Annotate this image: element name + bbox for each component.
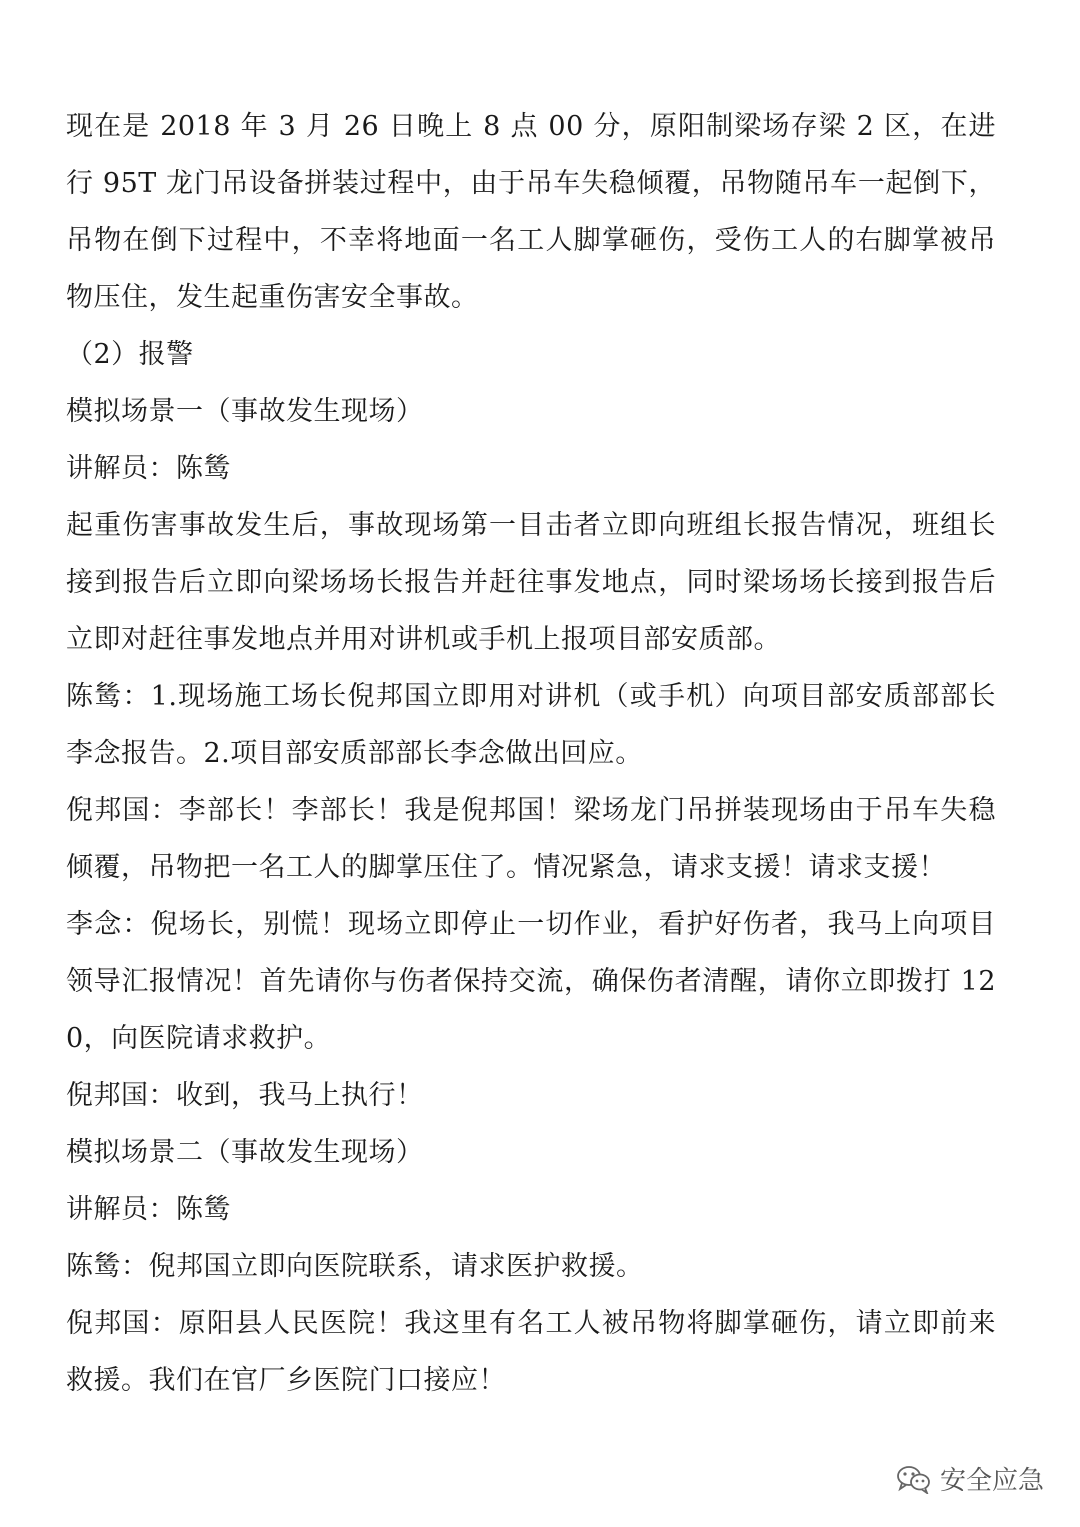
dialogue-ni-bangguo-report: 倪邦国：李部长！李部长！我是倪邦国！梁场龙门吊拼装现场由于吊车失稳倾覆，吊物把一名工人的脚掌压住了。情况紧急，请求支援！请求支援！ xyxy=(66,795,996,883)
document-body xyxy=(66,98,996,1409)
narrator-line: 讲解员：陈鸶 xyxy=(66,453,231,484)
scene-heading-one: 模拟场景一（事故发生现场） xyxy=(66,396,424,427)
section-heading-alarm: （2）报警 xyxy=(66,339,194,370)
wechat-watermark xyxy=(896,1460,1044,1497)
dialogue-ni-bangguo-ack: 倪邦国：收到，我马上执行！ xyxy=(66,1080,424,1111)
dialogue-narrator-steps: 陈鸶：1.现场施工场长倪邦国立即用对讲机（或手机）向项目部安质部部长李念报告。2.项目部安质部部长李念做出回应。 xyxy=(66,681,996,769)
scene-heading-two: 模拟场景二（事故发生现场） xyxy=(66,1137,424,1168)
wechat-icon xyxy=(896,1464,932,1494)
watermark-text: 安全应急 xyxy=(939,1466,1044,1496)
paragraph-scenario-description: 现在是 2018 年 3 月 26 日晚上 8 点 00 分，原阳制梁场存梁 2 区，在进行 95T 龙门吊设备拼装过程中，由于吊车失稳倾覆，吊物随吊车一起倒下，吊物在倒下过程中，不幸将地面一名工人脚掌砸伤，受伤工人的右脚掌被吊物压住，发生起重伤害安全事故。 xyxy=(66,111,996,313)
dialogue-narrator-hospital: 陈鸶：倪邦国立即向医院联系，请求医护救援。 xyxy=(66,1251,644,1282)
narrator-line-two: 讲解员：陈鸶 xyxy=(66,1194,231,1225)
dialogue-ni-bangguo-hospital-call: 倪邦国：原阳县人民医院！我这里有名工人被吊物将脚掌砸伤，请立即前来救援。我们在官厂乡医院门口接应！ xyxy=(66,1308,996,1396)
paragraph-reporting-procedure: 起重伤害事故发生后，事故现场第一目击者立即向班组长报告情况，班组长接到报告后立即向梁场场长报告并赶往事发地点，同时梁场场长接到报告后立即对赶往事发地点并用对讲机或手机上报项目部安质部。 xyxy=(66,510,996,655)
dialogue-li-nian-response: 李念：倪场长，别慌！现场立即停止一切作业，看护好伤者，我马上向项目领导汇报情况！首先请你与伤者保持交流，确保伤者清醒，请你立即拨打 120，向医院请求救护。 xyxy=(66,909,996,1054)
